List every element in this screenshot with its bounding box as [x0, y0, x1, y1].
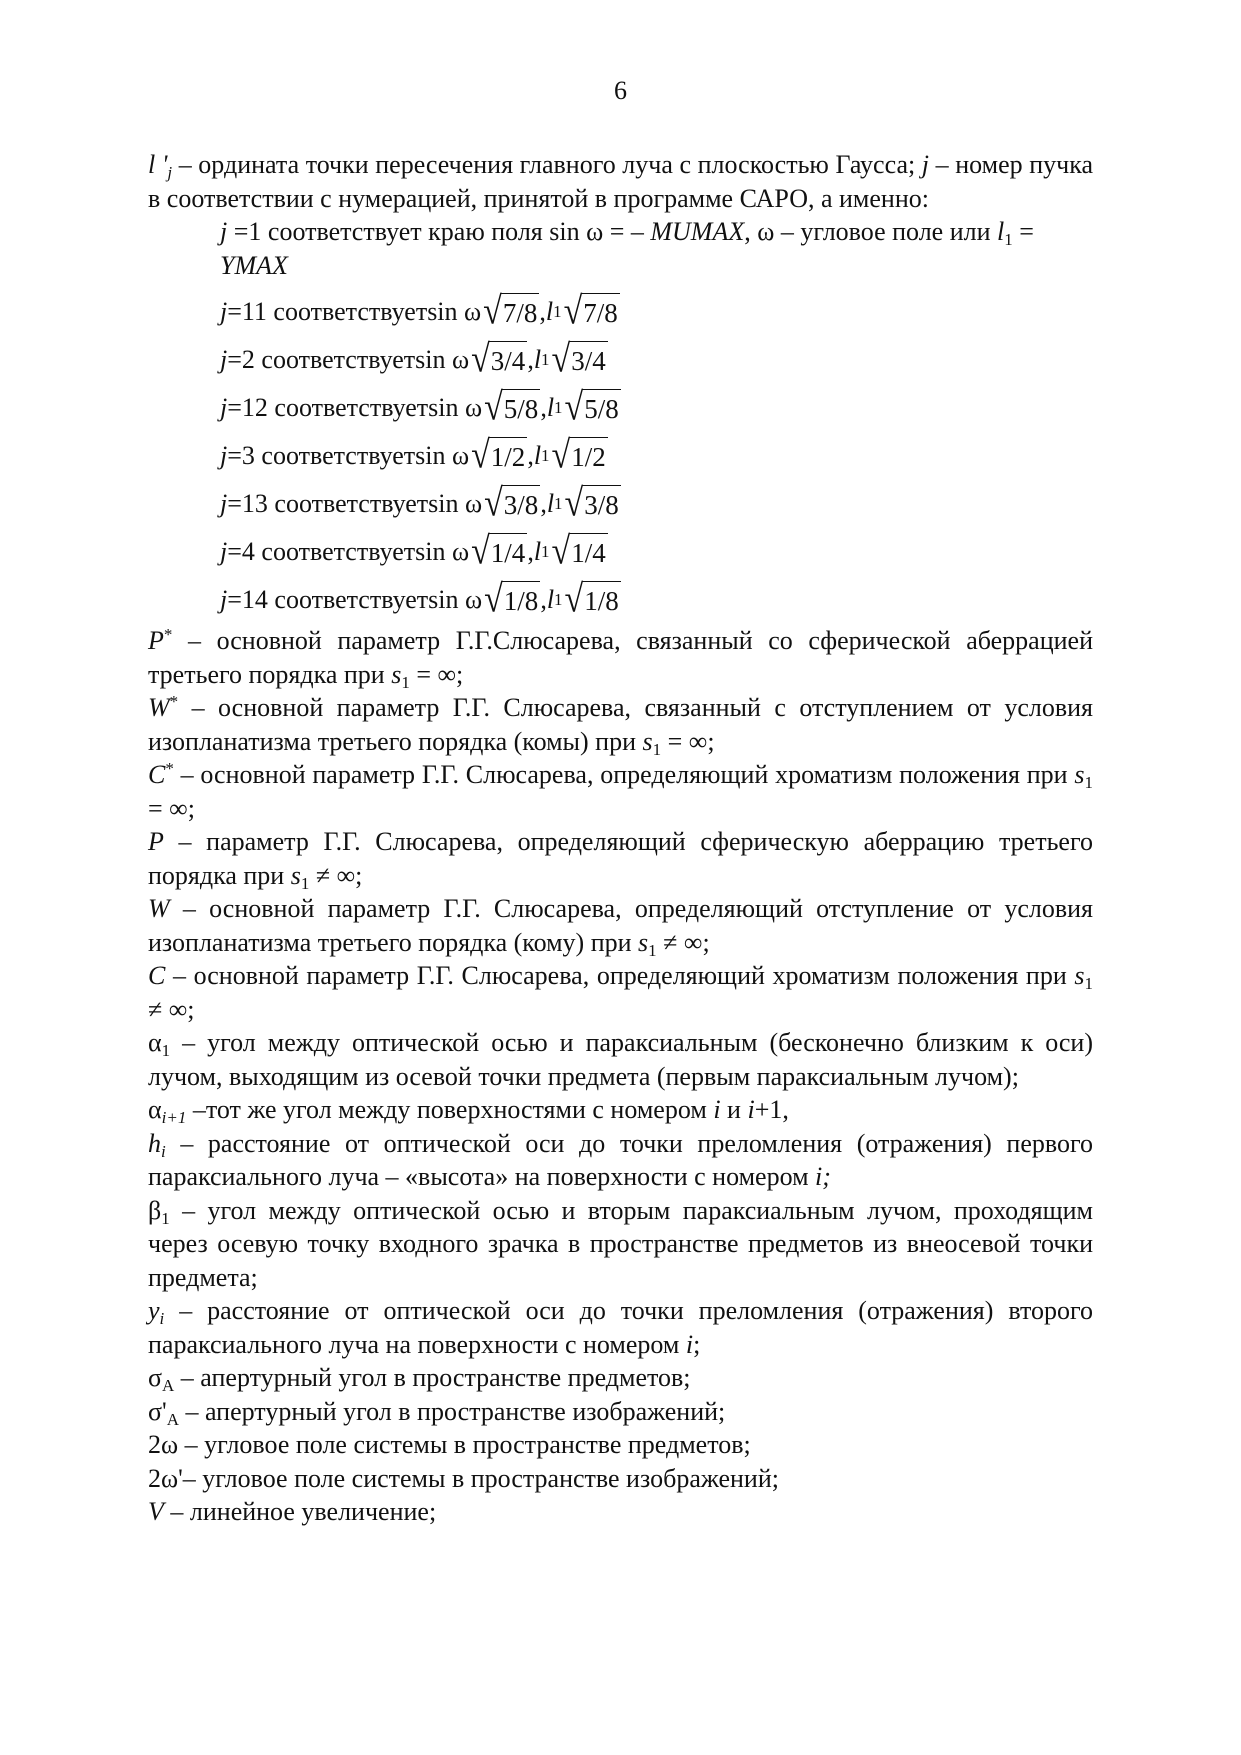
v-definition: V – линейное увеличение; [148, 1497, 437, 1526]
sqrt-sign: √ 1/4 [471, 530, 526, 573]
definition-paragraph: C* – основной параметр Г.Г. Слюсарева, определяющий хроматизм положения при $s_1$ = ∞; [148, 759, 1093, 823]
sqrt-sign: √ 1/8 [484, 578, 539, 621]
sqrt-sign: √ 1/2 [551, 434, 606, 477]
condition-row: j =11 соответствует sin ω √ 7/8 , l 1 √ 7/8 [220, 290, 618, 333]
condition-row: j =13 соответствует sin ω √ 3/8 , l 1 √ 3/8 [220, 482, 619, 525]
sqrt-sign: √ 1/2 [471, 434, 526, 477]
sigma-a-definition: $\sigma_A$ – апертурный угол в пространстве предметов; [148, 1363, 691, 1395]
l-prime-symbol: l ' [148, 150, 168, 179]
definition-paragraph: W – основной параметр Г.Г. Слюсарева, определяющий отступление от условия изопланатизма третьего порядка (кому) при $s_1$ ≠ ∞; [148, 894, 1093, 960]
y-i-definition: $y_i$ – расстояние от оптической оси до точки преломления (отражения) второго параксиального луча на поверхности с номером i; [148, 1296, 1093, 1359]
sigma-a-prime-definition: $\sigma'_A$ – апертурный угол в пространстве изображений; [148, 1396, 726, 1429]
definition-paragraph: W* – основной параметр Г.Г. Слюсарева, связанный с отступлением от условия изопланатизма третьего порядка (комы) при $s_1$ = ∞; [148, 692, 1093, 759]
omega-prime-definition: 2ω'– угловое поле системы в пространстве изображений; [148, 1463, 779, 1493]
condition-row: j =12 соответствует sin ω √ 5/8 , l 1 √ 5/8 [220, 386, 619, 429]
condition-j1: j =1 соответствует краю поля sin ω = – MUMAX, ω – угловое поле или $l_1$ = YMAX [220, 217, 1034, 280]
sqrt-sign: √ 3/4 [471, 338, 526, 381]
document-body [148, 148, 1093, 1529]
intro-paragraph: l '$_j$ – ордината точки пересечения главного луча с плоскостью Гаусса; j – номер пучка в соответствии с нумерацией, принятой в программе САРО, а именно: [148, 150, 1093, 213]
definition-paragraph: P* – основной параметр Г.Г.Слюсарева, связанный со сферической аберрацией третьего порядка при $s_1$ = ∞; [148, 625, 1093, 692]
condition-row: j =14 соответствует sin ω √ 1/8 , l 1 √ 1/8 [220, 578, 619, 621]
alpha1-definition: $\alpha_1$ – угол между оптической осью и параксиальным (бесконечно близким к оси) лучом, выходящим из осевой точки предмета (первым параксиальным лучом); [148, 1028, 1093, 1091]
sqrt-sign: √ 3/4 [551, 338, 606, 381]
sqrt-sign: √ 5/8 [564, 386, 619, 429]
definition-paragraph: C – основной параметр Г.Г. Слюсарева, определяющий хроматизм положения при $s_1$ ≠ ∞; [148, 961, 1093, 1024]
sqrt-sign: √ 3/8 [564, 482, 619, 525]
sqrt-sign: √ 1/4 [551, 530, 606, 573]
sqrt-sign: √ 5/8 [484, 386, 539, 429]
beta1-definition: $\beta_1$ – угол между оптической осью и вторым параксиальным лучом, проходящим через осевую точку входного зрачка в пространстве предметов из внеосевой точки предмета; [148, 1195, 1093, 1292]
omega-definition: 2ω – угловое поле системы в пространстве предметов; [148, 1430, 751, 1459]
definition-paragraph: P – параметр Г.Г. Слюсарева, определяющий сферическую аберрацию третьего порядка при $s_1$ ≠ ∞; [148, 827, 1093, 893]
alpha-i-definition: $\alpha_{i+1}$ –тот же угол между поверхностями с номером i и i+1, [148, 1095, 789, 1127]
sqrt-sign: √ 7/8 [483, 290, 538, 333]
condition-row: j =4 соответствует sin ω √ 1/4 , l 1 √ 1/4 [220, 530, 606, 573]
h-i-definition: $h_i$ – расстояние от оптической оси до точки преломления (отражения) первого параксиального луча – «высота» на поверхности с номером i; [148, 1128, 1093, 1191]
sqrt-sign: √ 3/8 [484, 482, 539, 525]
condition-row: j =2 соответствует sin ω √ 3/4 , l 1 √ 3/4 [220, 338, 606, 381]
sqrt-sign: √ 1/8 [564, 578, 619, 621]
page-number: 6 [614, 76, 627, 105]
condition-row: j =3 соответствует sin ω √ 1/2 , l 1 √ 1/2 [220, 434, 606, 477]
sqrt-sign: √ 7/8 [563, 290, 618, 333]
